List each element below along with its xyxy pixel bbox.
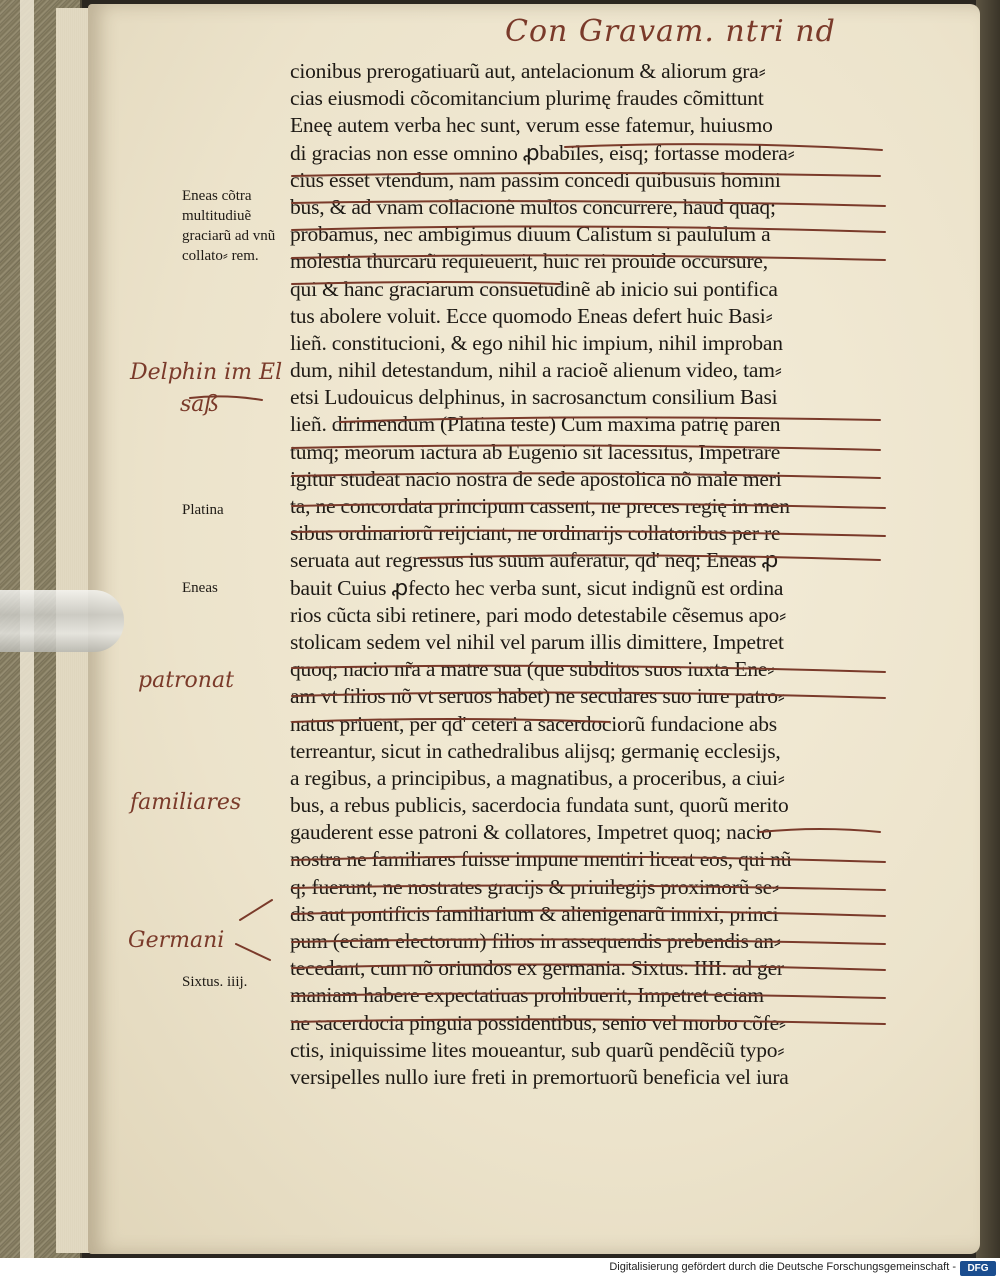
text-line: tumq; meorum iactura ab Eugenio sit lacessitus, Impetrare (290, 439, 781, 464)
side-note-platina: Platina (182, 502, 224, 518)
text-line: Eneę autem verba hec sunt, verum esse fatemur, huiusmo (290, 113, 773, 138)
text-line: lieñ. dirimendum (Platina teste) Cum maxima patrię paren (290, 412, 781, 437)
handwritten-patronat: patronat (138, 668, 234, 693)
text-line: dum, nihil detestandum, nihil a racioẽ alienum video, tam⸗ (290, 358, 782, 383)
text-line: quoq; nacio nr̃a a matre sua (que subditos suos iuxta Ene⸗ (290, 657, 775, 682)
text-line: a regibus, a principibus, a magnatibus, a proceribus, a ciui⸗ (290, 765, 785, 790)
text-line: lieñ. constitucioni, & ego nihil hic impium, nihil improban (290, 330, 783, 355)
handwritten-delphin: Delphin im El (130, 360, 283, 385)
footer-bar (0, 1258, 1000, 1280)
text-line: cionibus prerogatiuarũ aut, antelacionum & aliorum gra⸗ (290, 59, 766, 83)
text-line: terreantur, sicut in cathedralibus alijsq; germanię ecclesijs, (290, 738, 781, 763)
text-line: molestia thurcarũ requieuerit, huic rei prouide occursure, (290, 249, 768, 274)
text-line: di gracias non esse omnino ꝓbabiles, eisq; fortasse modera⸗ (290, 140, 795, 165)
text-line: stolicam sedem vel nihil vel parum illis dimittere, Impetret (290, 629, 784, 654)
text-line: sibus ordinariorũ reijciant, ne ordinarijs collatoribus per re (290, 521, 781, 546)
handwritten-familiares: familiares (130, 790, 242, 815)
text-line: cias eiusmodi cõcomitancium plurimę fraudes cõmittunt (290, 86, 764, 111)
text-line: seruata aut regressus ius suum auferatur, qd' neq; Eneas ꝓ (290, 548, 779, 573)
footer-credit: Digitalisierung gefördert durch die Deutsche Forschungsgemeinschaft - (609, 1261, 956, 1273)
text-line: bus, a rebus publicis, sacerdocia fundata sunt, quorũ merito (290, 793, 789, 818)
side-note-eneas: Eneas (182, 580, 218, 596)
text-line: cius esset vtendum, nam passim concedi quibusuis homini (290, 167, 781, 192)
text-line: igitur studeat nacio nostra de sede apostolica nõ male meri (290, 466, 782, 491)
side-note-eneas-contra: Eneas cõtra multitudiuẽ graciarũ ad vnũ collato⸗ rem. (182, 188, 276, 264)
text-line: ctis, iniquissime lites moueantur, sub quarũ pendẽciũ typo⸗ (290, 1037, 785, 1062)
dfg-logo: DFG (960, 1261, 996, 1276)
glass-clip (0, 590, 124, 652)
side-note-sixtus: Sixtus. iiij. (182, 974, 248, 990)
text-line: dis aut pontificis familiarium & alienigenarũ innixi, princi (290, 901, 779, 926)
handwritten-delphin-cont: saß (180, 392, 220, 417)
text-line: nostra ne familiares fuisse impune mentiri liceat eos, qui nũ (290, 847, 792, 872)
text-line: bauit Cuius ꝓfecto hec verba sunt, sicut indignũ est ordina (290, 575, 784, 600)
text-line: tus abolere voluit. Ecce quomodo Eneas defert huic Basi⸗ (290, 303, 773, 328)
text-line: rios cũcta sibi retinere, pari modo detestabile cẽsemus apo⸗ (290, 602, 787, 627)
text-line: natus priuent, per qd' ceteri a sacerdociorũ fundacione abs (290, 711, 777, 736)
text-line: maniam habere expectatiuas prohibuerit, Impetret eciam (290, 983, 764, 1008)
text-line: q; fuerunt, ne nostrates gracijs & priuilegijs proximorũ se⸗ (290, 874, 779, 899)
text-line: pum (eciam electorum) filios in assequendis prebendis an⸗ (290, 929, 781, 953)
text-line: versipelles nullo iure freti in premortuorũ beneficia vel iura (290, 1064, 789, 1089)
text-line: probamus, nec ambigimus diuum Calistum si paululum a (290, 222, 771, 247)
text-line: qui & hanc graciarum consuetudinẽ ab inicio sui pontifica (290, 276, 778, 301)
text-line: am vt filios nõ vt seruos habet) ne seculares suo iure patro⸗ (290, 684, 785, 709)
text-line: etsi Ludouicus delphinus, in sacrosanctum consilium Basi (290, 385, 778, 410)
text-line: ta, ne concordata principum cassent, ne preces regię in men (290, 494, 790, 518)
handwritten-top-note: Con Gravam. ntri nd (505, 14, 836, 49)
handwritten-germani: Germani (128, 928, 225, 953)
text-line: bus, & ad vnam collacionẽ multos concurrere, haud quaq; (290, 194, 776, 219)
text-line: ne sacerdocia pinguia possidentibus, senio vel morbo cõfe⸗ (290, 1010, 786, 1035)
text-line: tecedant, cum nõ oriundos ex germania. Sixtus. IIII. ad ger (290, 956, 784, 981)
text-line: gauderent esse patroni & collatores, Impetret quoq; nacio (290, 820, 772, 845)
